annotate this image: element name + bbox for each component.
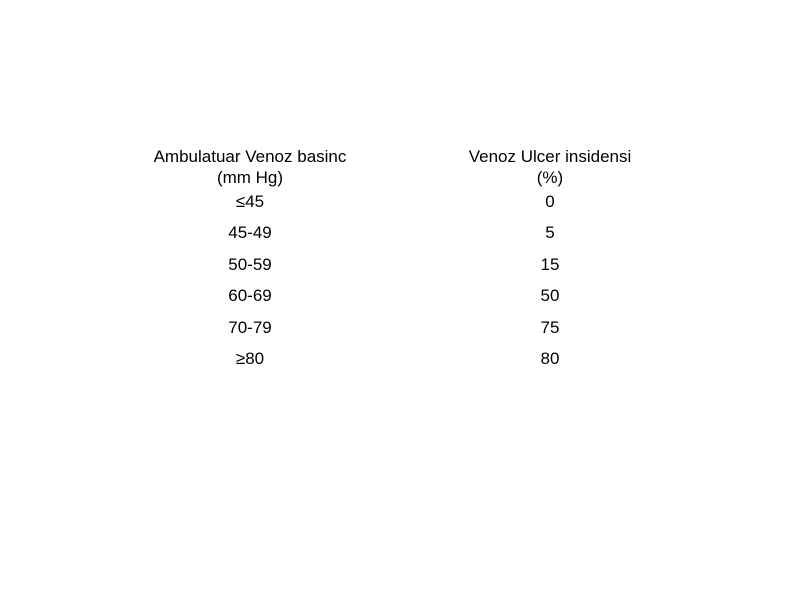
pressure-column-header	[100, 146, 400, 188]
table-row	[100, 285, 700, 316]
ulcer-cell: 80	[540, 348, 560, 368]
pressure-cell: ≤45	[235, 192, 265, 211]
pressure-cell: 70-79	[228, 317, 272, 337]
pressure-cell: 60-69	[228, 286, 272, 306]
pressure-cell: 45-49	[228, 223, 272, 243]
ulcer-header-line2: (%)	[536, 168, 564, 187]
ulcer-cell: 5	[545, 223, 555, 243]
pressure-header-line2: (mm Hg)	[216, 168, 284, 187]
ulcer-column-header	[400, 146, 700, 188]
ulcer-cell: 75	[540, 317, 560, 337]
table-row	[100, 191, 700, 222]
pressure-cell: ≥80	[235, 348, 265, 368]
ulcer-header-line1: Venoz Ulcer insidensi	[468, 147, 632, 166]
table-row	[100, 348, 700, 379]
ulcer-cell: 15	[540, 254, 560, 274]
ulcer-cell: 50	[540, 286, 560, 306]
ulcer-cell: 0	[545, 192, 555, 211]
table-body	[100, 191, 700, 379]
pressure-cell: 50-59	[228, 254, 272, 274]
table-row	[100, 317, 700, 348]
pressure-header-line1: Ambulatuar Venoz basinc	[153, 147, 347, 166]
table-row	[100, 222, 700, 253]
table-row	[100, 254, 700, 285]
